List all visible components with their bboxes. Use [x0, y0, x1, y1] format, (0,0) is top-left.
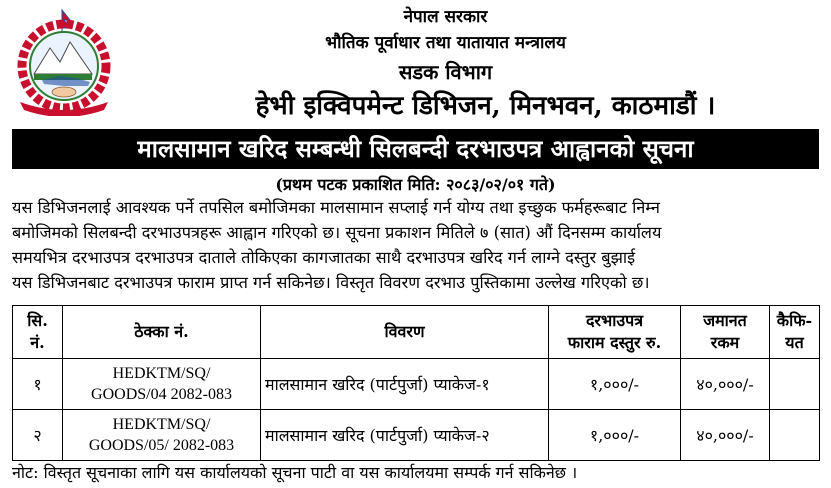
column-header-fee — [549, 306, 681, 359]
government-heading: नेपाल सरकार — [403, 7, 488, 27]
table-row — [13, 410, 820, 461]
contract-line: GOODS/05/ 2082-083 — [88, 437, 235, 454]
header-text: सि. — [27, 311, 48, 330]
header-text: नं. — [30, 333, 45, 352]
cell-contract-no — [63, 359, 261, 410]
cell-deposit: ४०,०००/- — [681, 359, 770, 410]
column-header-remarks — [770, 306, 820, 359]
body-line: यस डिभिजनबाट दरभाउपत्र फाराम प्राप्त गर्न सकिनेछ। विस्तृत विवरण दरभाउ पुस्तिकामा उल्लेख गरिएको छ। — [12, 273, 650, 292]
body-line: बमोजिमको सिलबन्दी दरभाउपत्रहरू आह्वान गरिएको छ। सूचना प्रकाशन मितिले ७ (सात) औं दिनसम्म कार्यालय — [12, 223, 662, 242]
cell-fee: १,०००/- — [549, 410, 681, 461]
header-text: यत — [785, 333, 804, 352]
tender-table — [12, 305, 820, 461]
body-line: समयभित्र दरभाउपत्र दरभाउपत्र दाताले तोकिएका कागजातका साथै दरभाउपत्र खरिद गर्न लाग्ने दस्तुर बुझाई — [12, 248, 636, 267]
cell-remarks — [770, 359, 820, 410]
cell-sn: २ — [13, 410, 63, 461]
footnote: नोट: विस्तृत सूचनाका लागि यस कार्यालयको सूचना पाटी वा यस कार्यालयमा सम्पर्क गर्न सकिनेछ । — [12, 463, 578, 482]
contract-line: HEDKTM/SQ/ — [112, 365, 211, 382]
header-text: फाराम दस्तुर रु. — [567, 333, 662, 352]
cell-remarks — [770, 410, 820, 461]
column-header-sn — [13, 306, 63, 359]
table-row — [13, 359, 820, 410]
cell-fee: १,०००/- — [549, 359, 681, 410]
cell-description: मालसामान खरिद (पार्टपुर्जा) प्याकेज-२ — [261, 410, 549, 461]
notice-title: मालसामान खरिद सम्बन्धी सिलबन्दी दरभाउपत्र आह्वानको सूचना — [12, 129, 819, 169]
ministry-heading: भौतिक पूर्वाधार तथा यातायात मन्त्रालय — [325, 33, 566, 53]
cell-sn: १ — [13, 359, 63, 410]
body-line: यस डिभिजनलाई आवश्यक पर्ने तपसिल बमोजिमका मालसामान सप्लाई गर्न योग्य तथा इच्छुक फर्महरूबाट निम्न — [12, 198, 660, 217]
column-header-deposit — [681, 306, 770, 359]
table-header-row — [13, 306, 820, 359]
header-text: कैफि- — [776, 311, 813, 330]
division-heading: हेभी इक्विपमेन्ट डिभिजन, मिनभवन, काठमाडौं । — [255, 91, 716, 121]
header-text: रकम — [710, 333, 740, 352]
contract-line: HEDKTM/SQ/ — [112, 416, 211, 433]
cell-deposit: ४०,०००/- — [681, 410, 770, 461]
publication-date: (प्रथम पटक प्रकाशित मिति: २०८३/०२/०१ गते) — [275, 175, 556, 194]
cell-contract-no — [63, 410, 261, 461]
header-text: दरभाउपत्र — [585, 311, 644, 330]
contract-line: GOODS/04 2082-083 — [91, 386, 232, 403]
column-header-contract-no: ठेक्का नं. — [63, 306, 261, 359]
cell-description: मालसामान खरिद (पार्टपुर्जा) प्याकेज-१ — [261, 359, 549, 410]
header-text: जमानत — [703, 311, 747, 330]
column-header-description: विवरण — [261, 306, 549, 359]
department-heading: सडक विभाग — [398, 60, 493, 84]
